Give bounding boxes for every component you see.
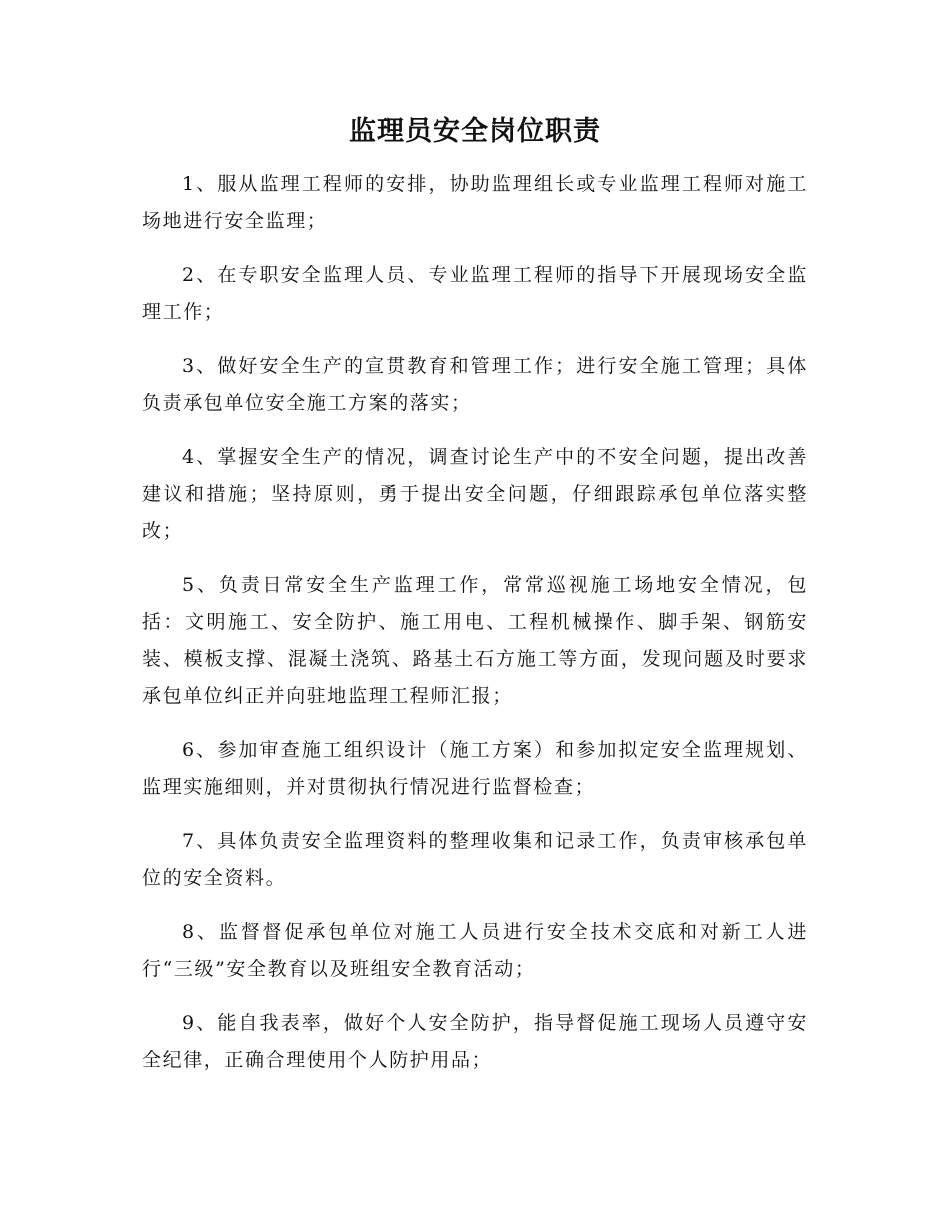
duty-item-3: 3、做好安全生产的宣贯教育和管理工作；进行安全施工管理；具体负责承包单位安全施工方案的落实； bbox=[142, 355, 808, 414]
duty-item-1: 1、服从监理工程师的安排，协助监理组长或专业监理工程师对施工场地进行安全监理； bbox=[142, 173, 808, 232]
duty-item-2: 2、在专职安全监理人员、专业监理工程师的指导下开展现场安全监理工作； bbox=[142, 264, 808, 323]
document-title: 监理员安全岗位职责 bbox=[349, 116, 601, 147]
document-body bbox=[142, 166, 808, 1096]
duty-item-7: 7、具体负责安全监理资料的整理收集和记录工作，负责审核承包单位的安全资料。 bbox=[142, 830, 808, 889]
duty-item-6: 6、参加审查施工组织设计（施工方案）和参加拟定安全监理规划、监理实施细则，并对贯彻执行情况进行监督检查； bbox=[142, 739, 808, 798]
duty-item-9: 9、能自我表率，做好个人安全防护，指导督促施工现场人员遵守安全纪律，正确合理使用个人防护用品； bbox=[142, 1012, 808, 1071]
duty-item-8: 8、监督督促承包单位对施工人员进行安全技术交底和对新工人进行“三级”安全教育以及班组安全教育活动； bbox=[142, 921, 808, 980]
duty-item-4: 4、掌握安全生产的情况，调查讨论生产中的不安全问题，提出改善建议和措施；坚持原则，勇于提出安全问题，仔细跟踪承包单位落实整改； bbox=[142, 446, 808, 542]
duty-item-5: 5、负责日常安全生产监理工作，常常巡视施工场地安全情况，包括：文明施工、安全防护、施工用电、工程机械操作、脚手架、钢筋安装、模板支撑、混凝土浇筑、路基土石方施工等方面，发现问题及时要求承包单位纠正并向驻地监理工程师汇报； bbox=[142, 574, 808, 707]
